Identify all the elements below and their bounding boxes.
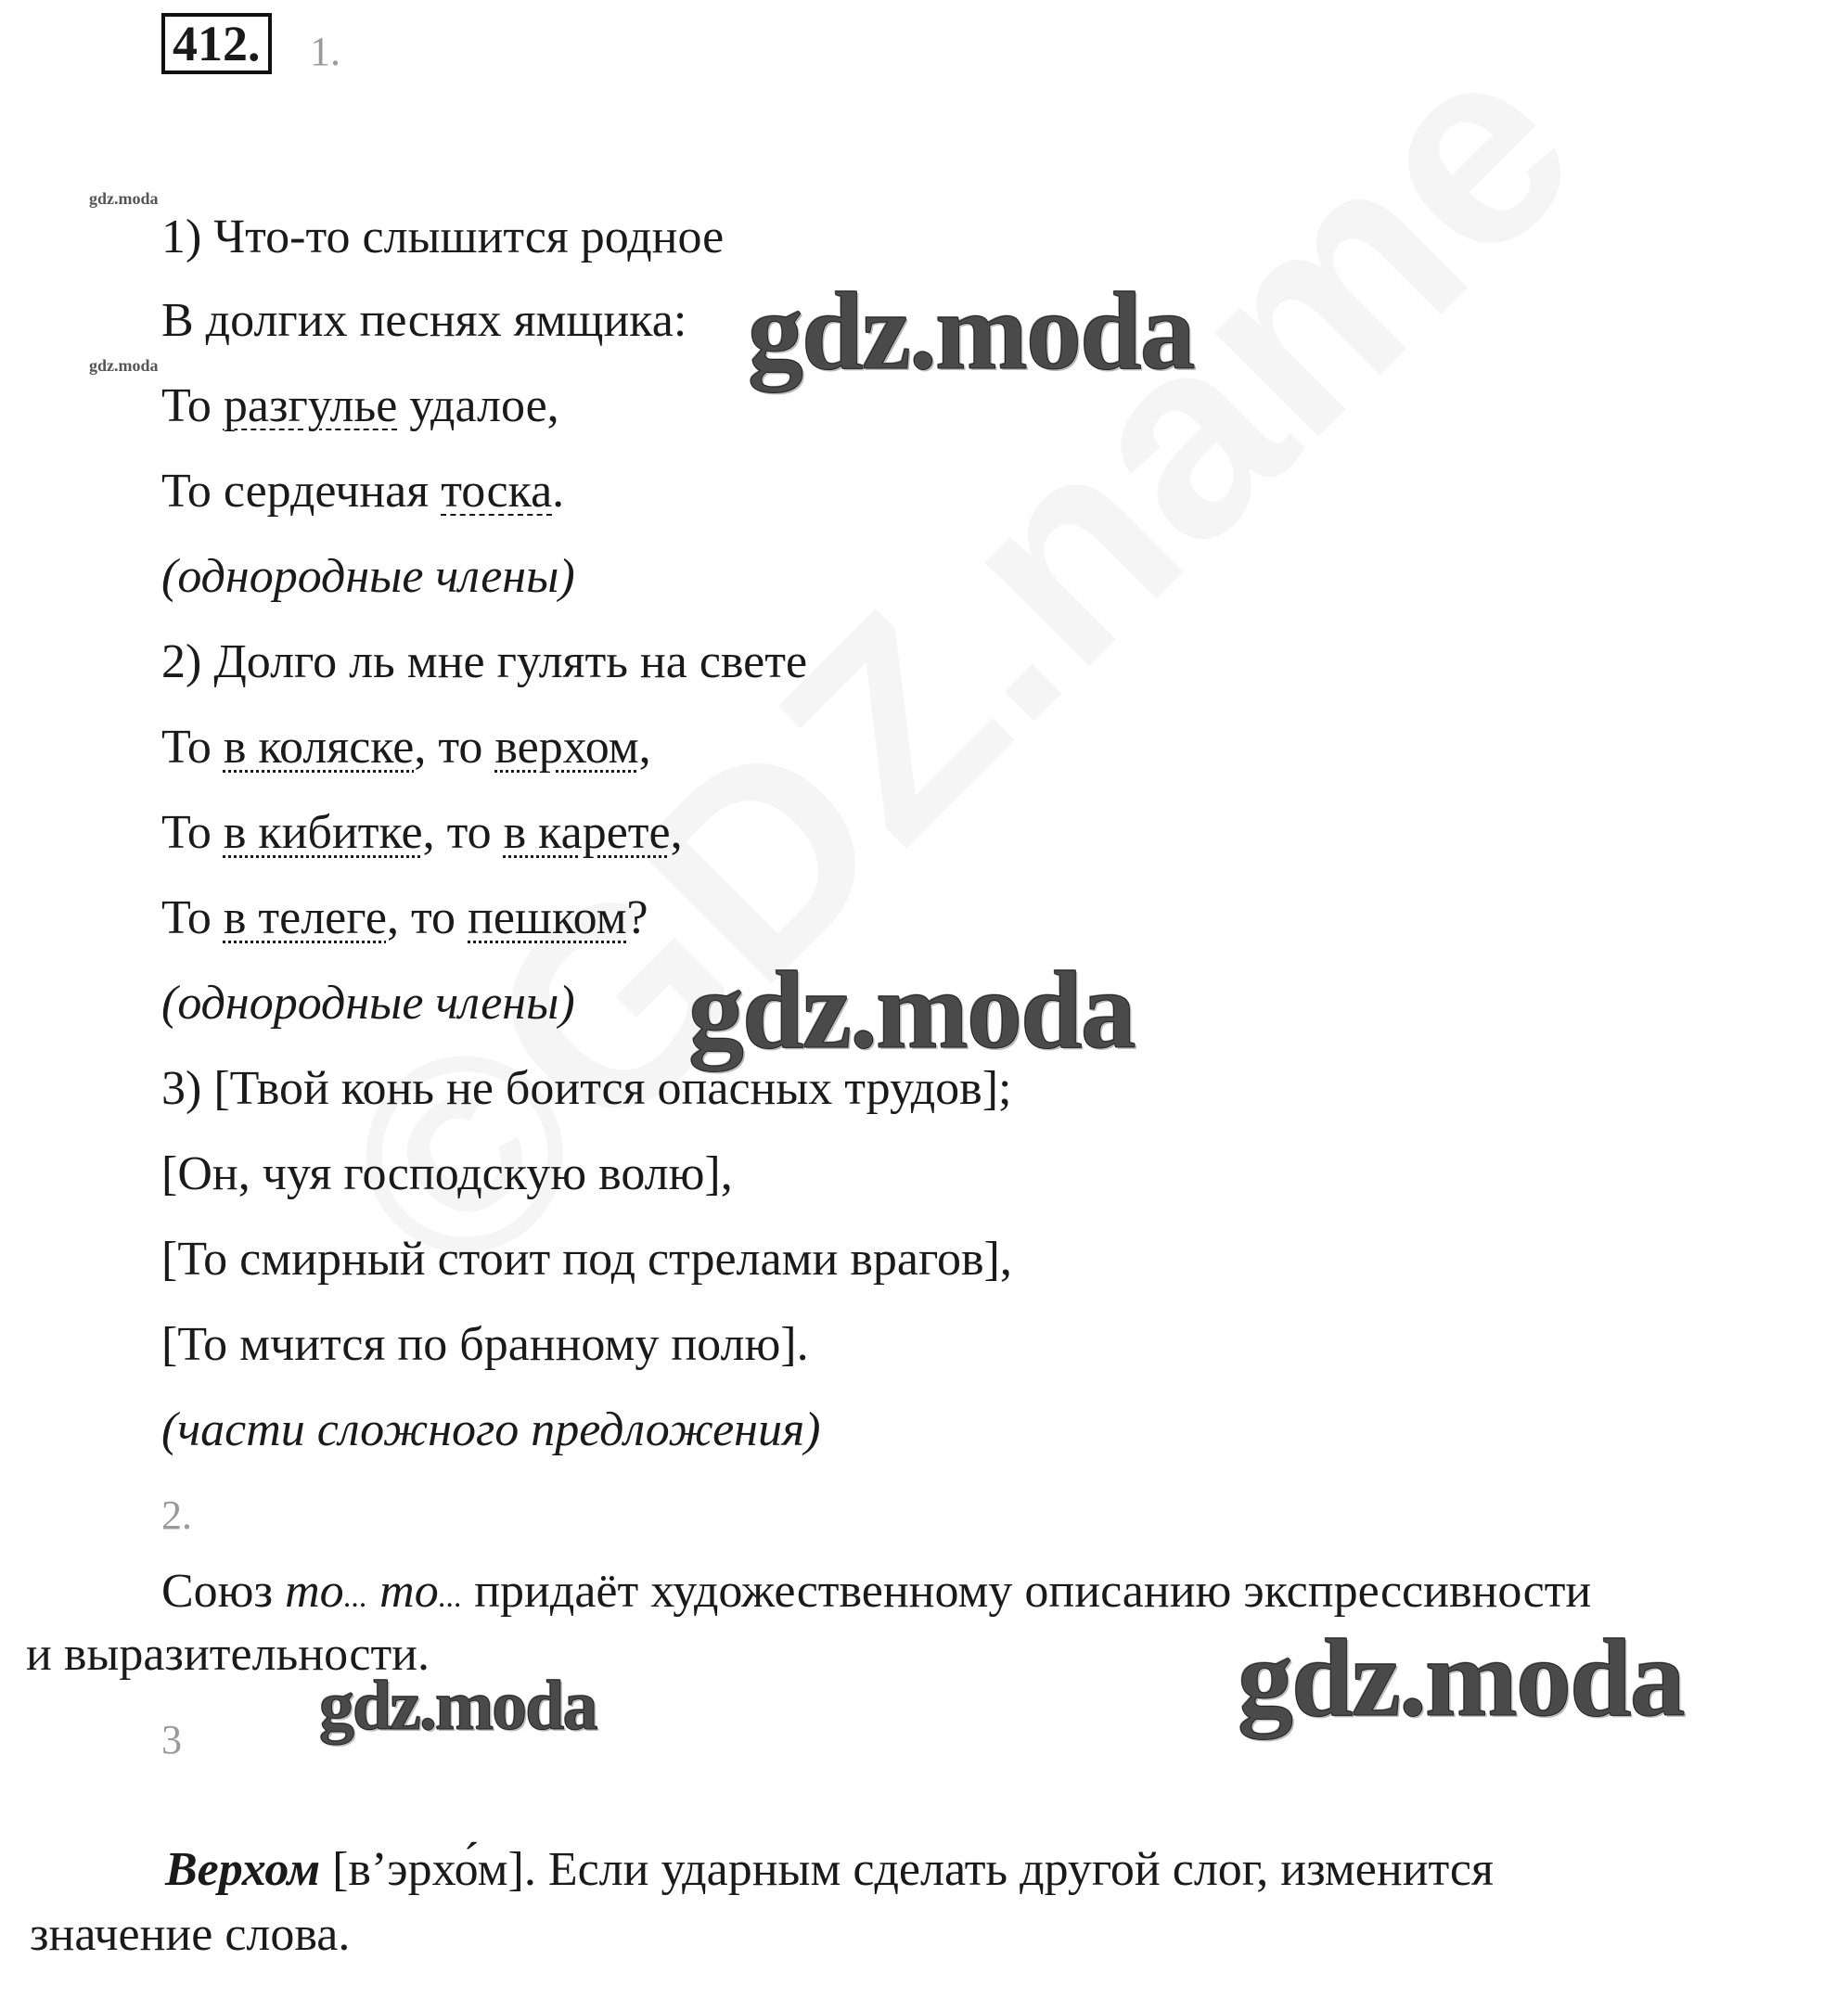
bold-italic-word: Верхом [165, 1843, 321, 1896]
text: То [161, 891, 224, 944]
part2-label: 2. [161, 1492, 192, 1538]
text: То [161, 379, 224, 432]
ellipsis: ... [438, 1580, 463, 1614]
watermark-small: gdz.moda [89, 356, 159, 375]
text: , то [422, 806, 504, 859]
poem1-line2: В долгих песнях ямщика: [161, 294, 687, 347]
underlined-word: верхом [494, 721, 639, 774]
text: , то [386, 891, 468, 944]
part3-paragraph-line2: значение слова. [30, 1908, 351, 1961]
poem3-line2: [Он, чуя господскую волю], [161, 1147, 733, 1200]
poem2-line1: 2) Долго ль мне гулять на свете [161, 635, 808, 688]
underlined-word: тоска [441, 465, 553, 518]
poem3-line1: 3) [Твой конь не боится опасных трудов]; [161, 1062, 1012, 1115]
text: , [670, 806, 683, 859]
poem3-note: (части сложного предложения) [161, 1403, 821, 1456]
text [367, 1565, 379, 1618]
text: . [552, 465, 565, 518]
watermark-big: gdz.moda [319, 1667, 597, 1745]
text: То сердечная [161, 465, 442, 518]
poem1-line3 [161, 379, 559, 432]
text: , то [414, 721, 495, 774]
poem3-line4: [То мчится по бранному полю]. [161, 1318, 809, 1371]
text: [в’эрхо́м]. Если ударным сделать другой слог, изменится [320, 1843, 1494, 1896]
underlined-word: в карете [503, 806, 671, 859]
ellipsis: ... [343, 1580, 368, 1614]
underlined-word: разгулье [223, 379, 398, 432]
poem1-line1: 1) Что-то слышится родное [161, 211, 725, 263]
part3-label: 3 [161, 1717, 182, 1762]
text: ? [626, 891, 648, 944]
text: удалое, [397, 379, 559, 432]
text: придаёт художественному описанию экспрессивности [462, 1565, 1592, 1618]
text: То [161, 806, 224, 859]
underlined-word: пешком [468, 891, 627, 944]
watermark-big: gdz.moda [688, 948, 1135, 1071]
watermark-small: gdz.moda [89, 189, 159, 208]
underlined-word: в телеге [223, 891, 387, 944]
text: То [161, 721, 224, 774]
part2-paragraph-line2: и выразительности. [26, 1628, 430, 1681]
poem3-line3: [То смирный стоит под стрелами врагов], [161, 1233, 1012, 1286]
part3-paragraph-line1 [165, 1843, 1494, 1896]
poem2-line2 [161, 721, 651, 774]
part1-label: 1. [310, 29, 340, 74]
task-number: 412. [161, 13, 272, 74]
italic-word: то [379, 1565, 439, 1618]
watermark-big: gdz.moda [748, 269, 1194, 392]
text: Союз [161, 1565, 286, 1618]
poem2-note: (однородные члены) [161, 977, 575, 1030]
part2-paragraph-line1 [161, 1565, 1592, 1618]
underlined-word: в коляске [223, 721, 415, 774]
poem2-line3 [161, 806, 683, 859]
poem1-note: (однородные члены) [161, 550, 575, 603]
text: , [638, 721, 651, 774]
poem1-line4 [161, 467, 564, 516]
poem2-line4 [161, 891, 648, 944]
underlined-word: в кибитке [223, 806, 423, 859]
watermark-big: gdz.moda [1238, 1616, 1684, 1739]
italic-word: то [285, 1565, 344, 1618]
